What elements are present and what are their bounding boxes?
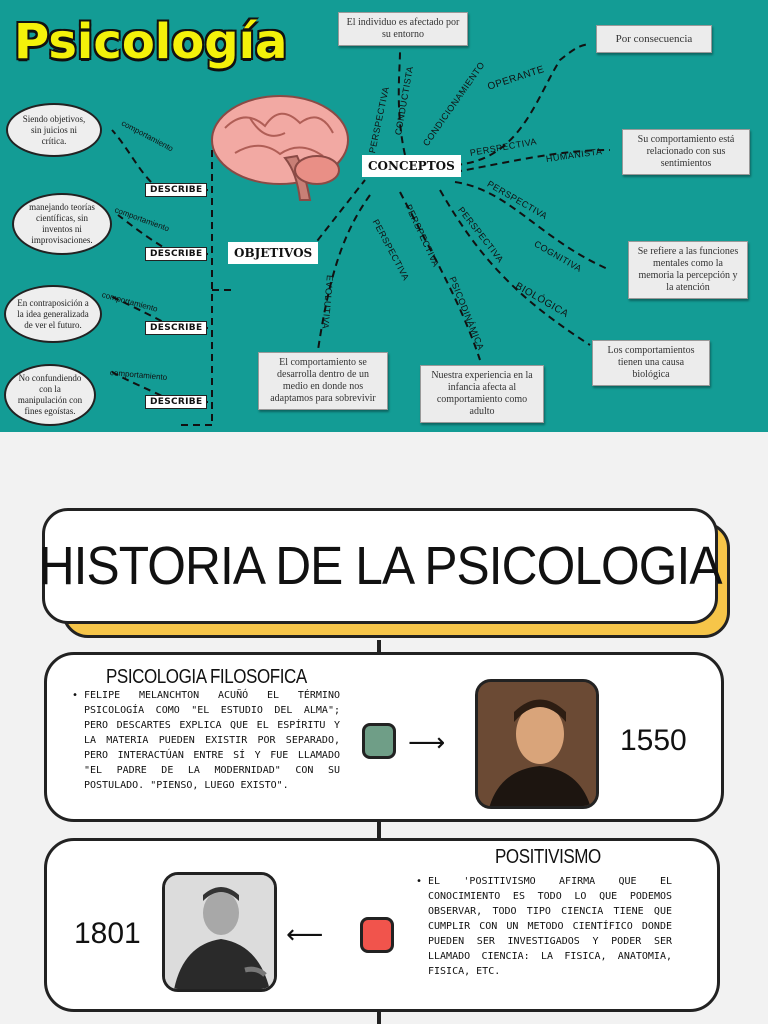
- portrait-comte: [162, 872, 277, 992]
- bubble-objective-3: En contraposición a la idea generalizada de ver el futuro.: [4, 285, 102, 343]
- branch-label-cognitiva: COGNITIVA: [532, 238, 584, 275]
- describe-tag-2: DESCRIBE: [145, 247, 207, 261]
- center-concept-label: CONCEPTOS: [362, 155, 461, 177]
- branch-label-perspectiva-5: PERSPECTIVA: [403, 202, 442, 269]
- branch-label-operante: OPERANTE: [486, 64, 546, 93]
- comportamiento-label-4: comportamiento: [109, 368, 168, 382]
- describe-tag-1: DESCRIBE: [145, 183, 207, 197]
- note-evolutiva: El comportamiento se desarrolla dentro de un medio en donde nos adaptamos para sobrevivir: [258, 352, 388, 410]
- branch-label-perspectiva: PERSPECTIVA: [367, 85, 391, 155]
- entry-2-heading: POSITIVISMO: [495, 846, 601, 868]
- bubble-objective-1: Siendo objetivos, sin juicios ni crítica.: [6, 103, 102, 157]
- arrow-left-icon: ⟵: [286, 920, 324, 950]
- entry-2-year: 1801: [74, 917, 141, 950]
- branch-label-condicionamiento: CONDICIONAMIENTO: [420, 59, 487, 148]
- bubble-objective-2: manejando teorías científicas, sin inventos ni improvisaciones.: [12, 193, 112, 255]
- branch-label-perspectiva-6: PERSPECTIVA: [370, 217, 412, 283]
- describe-tag-3: DESCRIBE: [145, 321, 207, 335]
- objectives-label: OBJETIVOS: [228, 242, 318, 264]
- branch-label-perspectiva-2: PERSPECTIVA: [469, 136, 538, 158]
- branch-label-biologica: BIOLÓGICA: [513, 280, 571, 321]
- branch-label-conductista: CONDUCTISTA: [393, 65, 416, 136]
- title-box: [38, 508, 722, 624]
- comportamiento-label-2: comportamiento: [113, 205, 171, 234]
- timeline-node-2: [360, 917, 394, 953]
- entry-1-year: 1550: [620, 724, 687, 757]
- describe-tag-4: DESCRIBE: [145, 395, 207, 409]
- branch-label-humanista: HUMANISTA: [545, 146, 603, 164]
- brain-illustration: [205, 88, 355, 208]
- history-title: HISTORIA DE LA PSICOLOGIA: [38, 536, 722, 596]
- entry-1-text: • FELIPE MELANCHTON ACUÑÓ EL TÉRMINO PSICOLOGÍA COMO "EL ESTUDIO DEL ALMA"; PERO DESCARTES EXPLICA QUE EL ESPÍRITU Y LA MATERIA PUEDEN EXISTIR POR SEPARADO, PERO INTERACTÚAN ENTRE SÍ Y FUE LLAMADO "EL PADRE DE LA MODERNIDAD" CON SU POSTULADO. "PIENSO, LUEGO EXISTO".: [84, 688, 340, 793]
- portrait-melanchthon: [475, 679, 599, 809]
- note-conductista: El individuo es afectado por su entorno: [338, 12, 468, 46]
- note-biologica: Los comportamientos tienen una causa biológica: [592, 340, 710, 386]
- branch-label-psicodinamica: PSICODINÁMICA: [447, 275, 487, 352]
- mind-map-title: Psicología: [14, 14, 288, 70]
- comportamiento-label-1: comportamiento: [119, 118, 175, 154]
- note-cognitiva: Se refiere a las funciones mentales como la memoria la percepción y la atención: [628, 241, 748, 299]
- note-humanista: Su comportamiento está relacionado con sus sentimientos: [622, 129, 750, 175]
- branch-label-perspectiva-3: PERSPECTIVA: [485, 178, 550, 222]
- comportamiento-label-3: comportamiento: [100, 290, 159, 314]
- history-timeline: [0, 432, 768, 1024]
- branch-label-perspectiva-4: PERSPECTIVA: [456, 204, 506, 265]
- entry-1-heading: PSICOLOGIA FILOSOFICA: [106, 666, 307, 688]
- note-psicodinamica: Nuestra experiencia en la infancia afecta al comportamiento como adulto: [420, 365, 544, 423]
- arrow-right-icon: ⟶: [408, 728, 446, 758]
- branch-label-evolutiva: EVOLUTIVA: [320, 274, 335, 330]
- mind-map: [0, 0, 768, 432]
- entry-2-text: • EL 'POSITIVISMO AFIRMA QUE EL CONOCIMIENTO ES TODO LO QUE PODEMOS OBSERVAR, TODO TIPO CIENCIA TIENE QUE CUMPLIR CON UN METODO CIENTÍFICO DONDE PUEDEN SER INVESTIGADOS Y PODER SER LLAMADO CIENCIA: LA FISICA, ANATOMIA, FISICA, ETC.: [428, 874, 672, 979]
- timeline-node-1: [362, 723, 396, 759]
- note-operante: Por consecuencia: [596, 25, 712, 53]
- bubble-objective-4: No confundiendo con la manipulación con fines egoístas.: [4, 364, 96, 426]
